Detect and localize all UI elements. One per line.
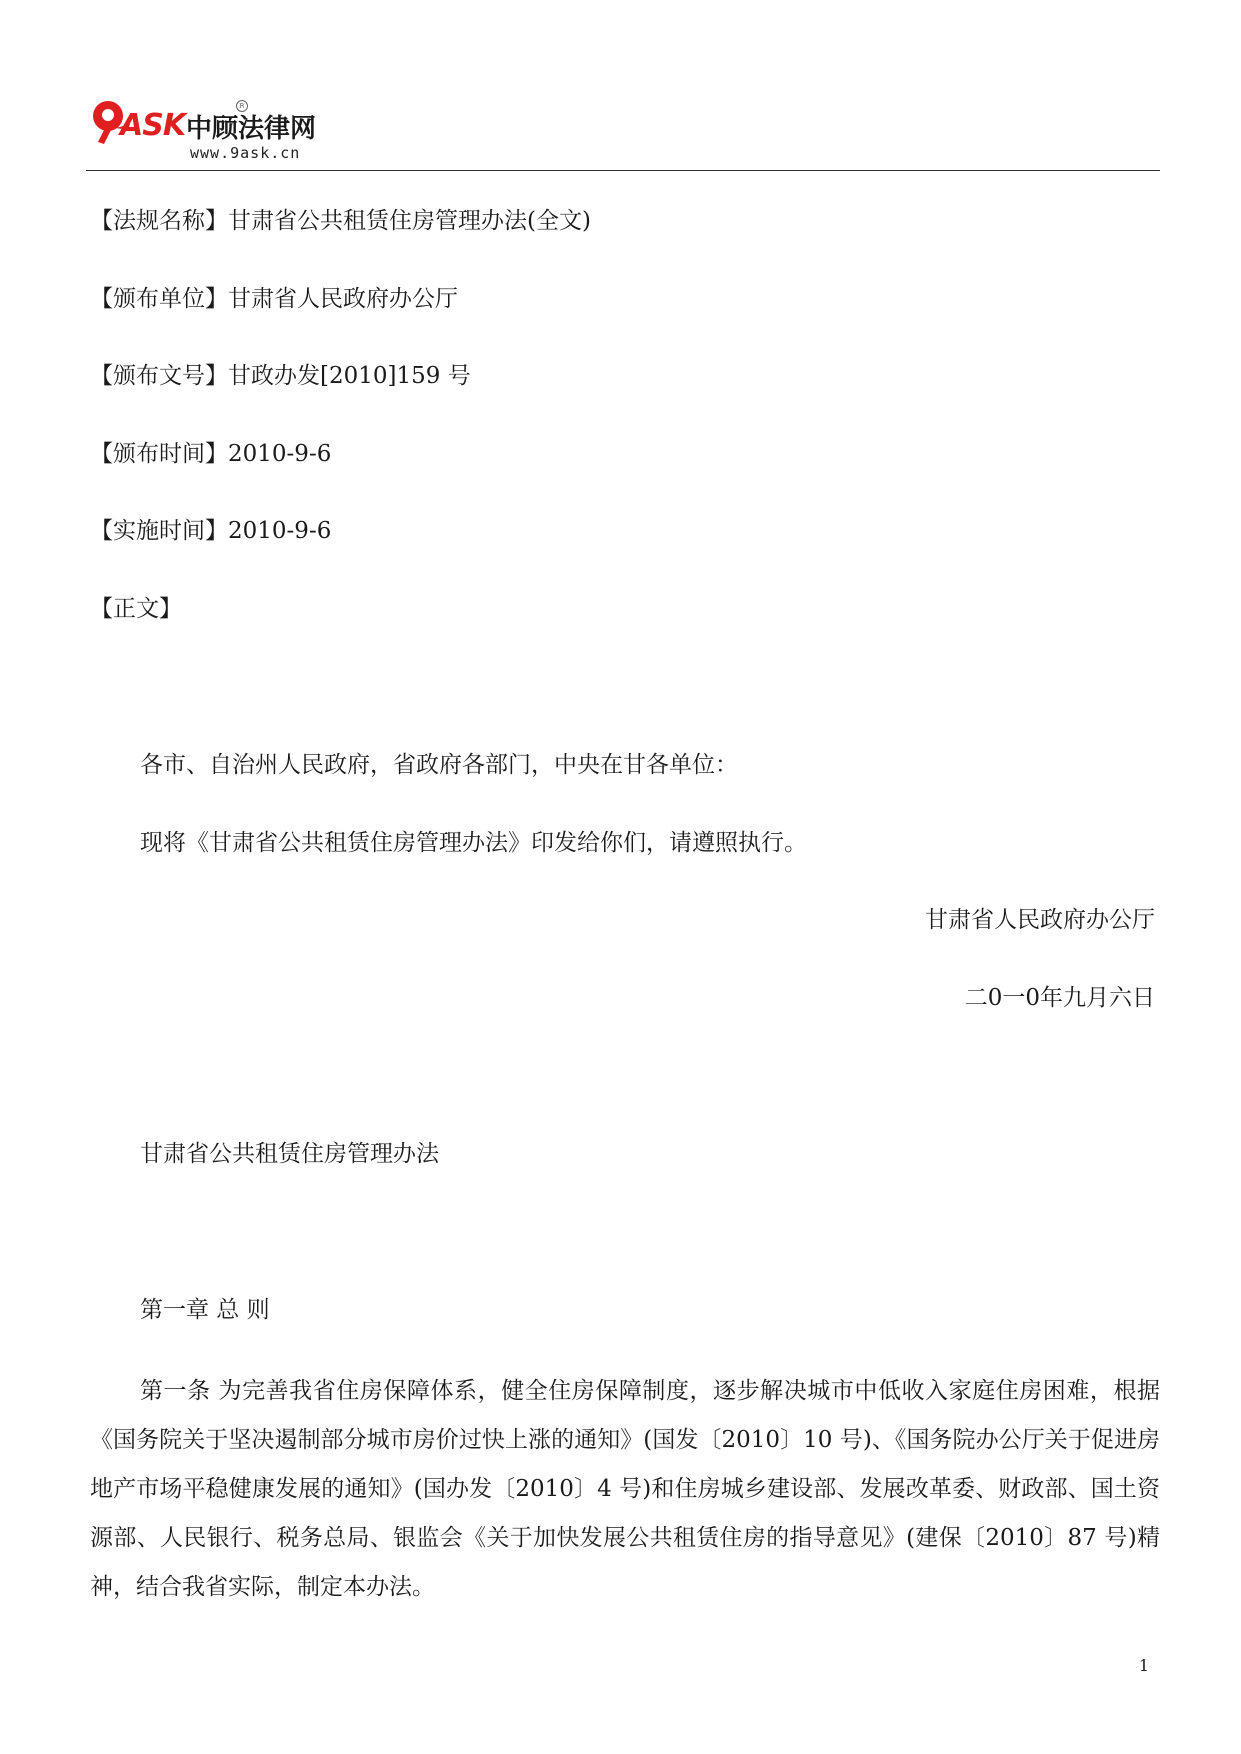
page-header: [86, 92, 1160, 171]
notice-addressee: 各市、自治州人民政府，省政府各部门，中央在甘各单位：: [140, 752, 738, 778]
meta-body-label: 【正文】: [90, 596, 182, 622]
registered-mark-icon: R: [236, 100, 248, 112]
logo-chinese-text: 中顾法律网: [186, 114, 317, 144]
logo-ask-text: ASK: [120, 108, 186, 143]
notice-signer: 甘肃省人民政府办公厅: [925, 907, 1155, 933]
meta-document-number: 【颁布文号】甘政办发[2010]159 号: [90, 363, 471, 389]
meta-effective-date: 【实施时间】2010-9-6: [90, 518, 332, 544]
notice-body: 现将《甘肃省公共租赁住房管理办法》印发给你们，请遵照执行。: [140, 830, 807, 856]
page-number: 1: [1138, 1656, 1149, 1675]
meta-law-name: 【法规名称】甘肃省公共租赁住房管理办法(全文): [90, 208, 591, 234]
document-title: 甘肃省公共租赁住房管理办法: [140, 1141, 439, 1167]
logo-url-text: www.9ask.cn: [190, 144, 301, 162]
meta-issuer: 【颁布单位】甘肃省人民政府办公厅: [90, 286, 458, 312]
notice-date: 二0一0年九月六日: [964, 985, 1155, 1011]
meta-issue-date: 【颁布时间】2010-9-6: [90, 441, 332, 467]
site-logo[interactable]: [90, 98, 350, 162]
chapter-heading: 第一章 总 则: [140, 1297, 270, 1323]
article-paragraph: 第一条 为完善我省住房保障体系，健全住房保障制度，逐步解决城市中低收入家庭住房困难，根据《国务院关于坚决遏制部分城市房价过快上涨的通知》(国发〔2010〕10 号)、《国务院办公厅关于促进房地产市场平稳健康发展的通知》(国办发〔2010〕4 号)和住房城乡建设部、发展改革委、财政部、国土资源部、人民银行、税务总局、银监会《关于加快发展公共租赁住房的指导意见》(建保〔2010〕87 号)精神，结合我省实际，制定本办法。: [90, 1378, 1160, 1600]
